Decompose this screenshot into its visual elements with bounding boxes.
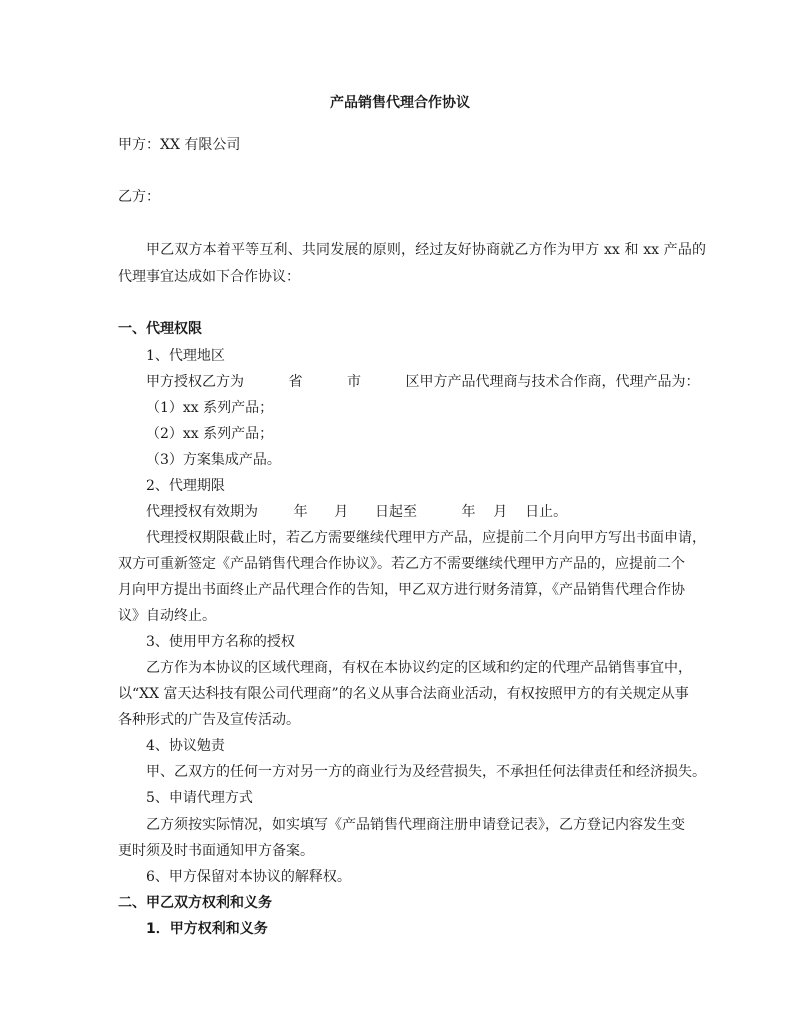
item6-text: 6、甲方保留对本协议的解释权。 xyxy=(146,869,351,885)
item4-text: 甲、乙双方的任何一方对另一方的商业行为及经营损失，不承担任何法律责任和经济损失。 xyxy=(146,764,706,780)
intro-line-2: 代理事宜达成如下合作协议： xyxy=(118,269,300,285)
item3-para-2: 以“XX 富天达科技有限公司代理商”的名义从事合法商业活动，有权按照甲方的有关规定从事 xyxy=(118,686,689,702)
item2-para-3: 月向甲方提出书面终止产品代理合作的告知，甲乙双方进行财务清算，《产品销售代理合作协 xyxy=(118,582,685,598)
item2-para-4: 议》自动终止。 xyxy=(118,608,216,624)
item2-para-1: 代理授权期限截止时，若乙方需要继续代理甲方产品，应提前二个月向甲方写出书面申请， xyxy=(146,530,706,546)
item1-heading: 1、代理地区 xyxy=(146,348,225,364)
item4-heading: 4、协议勉责 xyxy=(146,738,225,754)
party-b: 乙方： xyxy=(118,189,160,205)
item3-heading: 3、使用甲方名称的授权 xyxy=(146,634,295,650)
item5-heading: 5、申请代理方式 xyxy=(146,790,253,806)
product-2: （2）xx 系列产品； xyxy=(146,426,274,442)
document-title: 产品销售代理合作协议 xyxy=(330,95,470,111)
item1-text: 甲方授权乙方为 省 市 区甲方产品代理商与技术合作商，代理产品为： xyxy=(146,374,700,390)
item2-heading: 2、代理期限 xyxy=(146,478,225,494)
intro-line-1: 甲乙双方本着平等互利、共同发展的原则，经过友好协商就乙方作为甲方 xx 和 xx 产品的 xyxy=(146,242,706,258)
section2-heading: 二、甲乙双方权利和义务 xyxy=(118,895,272,911)
item2-para-2: 双方可重新签定《产品销售代理合作协议》。若乙方不需要继续代理甲方产品的，应提前二个 xyxy=(118,556,685,572)
item3-para-1: 乙方作为本协议的区域代理商，有权在本协议约定的区域和约定的代理产品销售事宜中， xyxy=(146,660,692,676)
section2-sub1: 1．甲方权利和义务 xyxy=(146,921,268,937)
item2-text: 代理授权有效期为 年 月 日起至 年 月 日止。 xyxy=(146,504,568,520)
item5-para-2: 更时须及时书面通知甲方备案。 xyxy=(118,843,314,859)
party-a: 甲方：XX 有限公司 xyxy=(118,137,241,153)
product-3: （3）方案集成产品。 xyxy=(146,452,281,468)
product-1: （1）xx 系列产品； xyxy=(146,400,274,416)
item5-para-1: 乙方须按实际情况，如实填写《产品销售代理商注册申请登记表》，乙方登记内容发生变 xyxy=(146,817,685,833)
item3-para-3: 各种形式的广告及宣传活动。 xyxy=(118,712,300,728)
section1-heading: 一、代理权限 xyxy=(118,321,202,337)
